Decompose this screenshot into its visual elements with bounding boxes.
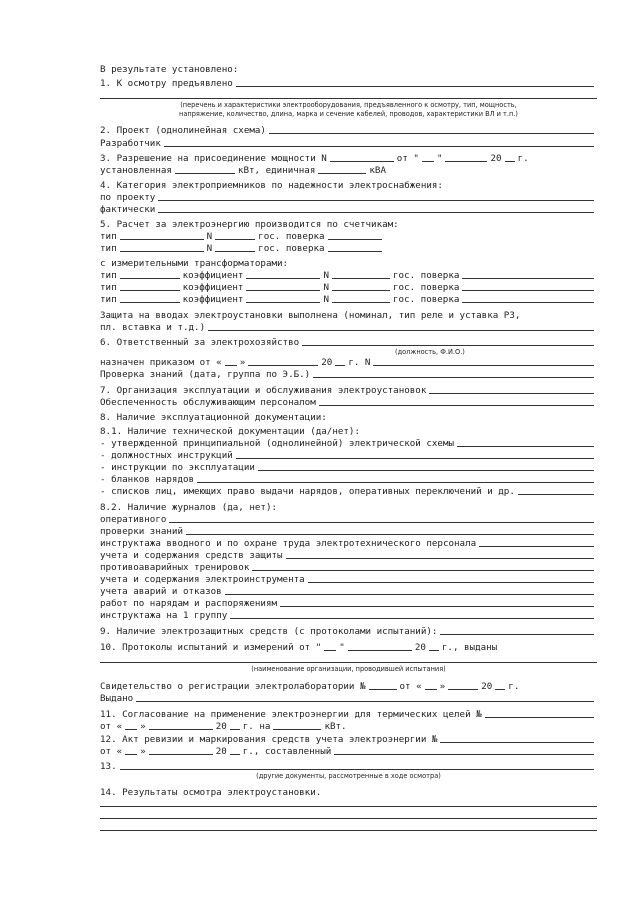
- section-14-line: [100, 786, 597, 798]
- responsible-field[interactable]: [302, 345, 594, 346]
- thermal-year-prefix: 20: [215, 721, 227, 732]
- tech-item-3: [100, 461, 597, 473]
- developer-line: [100, 137, 597, 149]
- section-3-label: 3. Разрешение на присоединение мощности N: [100, 153, 327, 164]
- tech-item-4: [100, 473, 597, 485]
- protection-label: Защита на вводах электроустановки выполнена (номинал, тип реле и уставка РЗ,: [100, 310, 521, 321]
- journal-item-6-field[interactable]: [308, 582, 594, 583]
- tech-item-5: [100, 485, 597, 497]
- tech-item-2-label: - должностных инструкций: [100, 450, 233, 461]
- thermal-year-field[interactable]: [230, 729, 240, 730]
- thermal-date-line: [100, 720, 597, 732]
- category-plan-line: [100, 191, 597, 203]
- certificate-year-field[interactable]: [495, 689, 505, 690]
- results-field-2[interactable]: [100, 818, 597, 819]
- tech-docs-line: [100, 425, 597, 437]
- order-month-field[interactable]: [248, 365, 318, 366]
- thermal-day-field[interactable]: [125, 729, 137, 730]
- trans-2-check-label: гос. поверка: [393, 282, 460, 293]
- certificate-from-label: от «: [399, 681, 422, 692]
- journal-item-4-label: учета и содержания средств защиты: [100, 550, 283, 561]
- section-10-note: (наименование организации, проводившей испытания): [251, 665, 446, 673]
- meter-1-type-field[interactable]: [120, 239, 204, 240]
- trans-2-number-field[interactable]: [332, 290, 390, 291]
- trans-2-coef-label: коэффициент: [182, 282, 244, 293]
- tech-item-4-label: - бланков нарядов: [100, 474, 195, 485]
- journal-item-9: [100, 609, 597, 621]
- section-11-label: 11. Согласование на применение электроэнергии для термических целей №: [100, 709, 482, 720]
- journal-item-2-label: проверки знаний: [100, 526, 183, 537]
- given-line: [100, 692, 597, 704]
- section-6-label: 6. Ответственный за электрохозяйство: [100, 337, 300, 348]
- trans-2-check-field[interactable]: [462, 290, 594, 291]
- other-docs-field[interactable]: [120, 769, 594, 770]
- trans-3-type-label: тип: [100, 294, 117, 305]
- section-4-label: 4. Категория электроприемников по надежности электроснабжения:: [100, 180, 443, 191]
- tech-item-1-field[interactable]: [457, 446, 594, 447]
- installed-label: установленная: [100, 165, 172, 176]
- tech-item-1-label: - утвержденной принципиальной (однолинейной) электрической схемы: [100, 438, 455, 449]
- thermal-number-field[interactable]: [485, 717, 594, 718]
- section-4-line: [100, 179, 597, 191]
- thermal-on-label: г. на: [242, 721, 271, 732]
- meter-1-n-label: N: [206, 231, 213, 242]
- knowledge-field[interactable]: [313, 377, 594, 378]
- journals-line: [100, 501, 597, 513]
- protocol-year-prefix: 20: [414, 642, 426, 653]
- section-7-label: 7. Организация эксплуатации и обслуживания электроустановок: [100, 385, 427, 396]
- order-label: назначен приказом от «: [100, 357, 222, 368]
- trans-row-3: [100, 293, 597, 305]
- thermal-from-label: от «: [100, 721, 123, 732]
- section-12-line: [100, 733, 597, 745]
- protocol-issued-label: г., выданы: [441, 642, 498, 653]
- section-9-line: [100, 625, 597, 637]
- tech-item-3-label: - инструкции по эксплуатации: [100, 462, 255, 473]
- order-number-label: г. N: [348, 357, 371, 368]
- journal-item-9-label: инструктажа на 1 группу: [100, 610, 228, 621]
- trans-3-check-label: гос. поверка: [393, 294, 460, 305]
- category-fact-line: [100, 203, 597, 215]
- tech-item-1: [100, 437, 597, 449]
- given-field[interactable]: [136, 701, 594, 702]
- meter-1-number-field[interactable]: [215, 239, 255, 240]
- knowledge-label: Проверка знаний (дата, группа по Э.Б.): [100, 369, 311, 380]
- journal-item-1-field[interactable]: [169, 522, 594, 523]
- section-6-line: [100, 336, 597, 348]
- staff-label: Обеспеченность обслуживающим персоналом: [100, 397, 316, 408]
- trans-3-n-label: N: [323, 294, 330, 305]
- permission-number-field[interactable]: [330, 161, 394, 162]
- section-1-note-2: напряжение, количество, длина, марка и сечение кабелей, проводов, характеристики ВЛ и т.п.): [179, 110, 518, 118]
- transformers-line: [100, 257, 597, 269]
- presented-field-2[interactable]: [100, 98, 597, 99]
- thermal-month-field[interactable]: [149, 729, 213, 730]
- protocol-month-field[interactable]: [348, 650, 412, 651]
- section-8-line: [100, 411, 597, 423]
- trans-1-check-label: гос. поверка: [393, 270, 460, 281]
- knowledge-line: [100, 368, 597, 380]
- protocol-day-field[interactable]: [324, 650, 336, 651]
- trans-row-2: [100, 281, 597, 293]
- category-fact-label: фактически: [100, 204, 156, 215]
- protection-label-2: пл. вставка и т.д.): [100, 322, 206, 333]
- certificate-label: Свидетельство о регистрации электролаборатории №: [100, 681, 366, 692]
- tech-item-3-field[interactable]: [258, 470, 594, 471]
- journal-item-5-field[interactable]: [252, 570, 594, 571]
- organization-field[interactable]: [429, 393, 594, 394]
- results-field-3[interactable]: [100, 830, 597, 831]
- meter-2-check-label: гос. поверка: [258, 243, 325, 254]
- meter-2-n-label: N: [206, 243, 213, 254]
- section-5-label: 5. Расчет за электроэнергию производится по счетчикам:: [100, 219, 399, 230]
- trans-1-type-label: тип: [100, 270, 117, 281]
- section-10-label: 10. Протоколы испытаний и измерений от ": [100, 642, 322, 653]
- trans-2-n-label: N: [323, 282, 330, 293]
- section-5-line: [100, 218, 597, 230]
- journal-item-3: [100, 537, 597, 549]
- certificate-number-field[interactable]: [369, 689, 397, 690]
- presented-field[interactable]: [236, 86, 594, 87]
- meter-2-check-field[interactable]: [328, 251, 382, 252]
- section-2-label: 2. Проект (однолинейная схема): [100, 125, 266, 136]
- audit-made-field[interactable]: [334, 754, 594, 755]
- audit-month-field[interactable]: [149, 754, 213, 755]
- protection-line-2: [100, 321, 597, 333]
- audit-from-label: от «: [100, 746, 123, 757]
- journal-item-7-label: учета аварий и отказов: [100, 586, 222, 597]
- audit-date-line: [100, 745, 597, 757]
- developer-label: Разработчик: [100, 138, 161, 149]
- journal-item-2-field[interactable]: [186, 534, 594, 535]
- protection-field[interactable]: [208, 330, 594, 331]
- protection-line: [100, 309, 597, 321]
- certificate-line: [100, 680, 597, 692]
- certificate-year-prefix: 20: [481, 681, 493, 692]
- order-year-prefix: 20: [321, 357, 333, 368]
- order-quote: »: [239, 357, 246, 368]
- protocol-year-field[interactable]: [429, 650, 439, 651]
- audit-year-prefix: 20: [215, 746, 227, 757]
- certificate-month-field[interactable]: [448, 689, 478, 690]
- kva-unit-label: кВА: [369, 165, 386, 176]
- journal-item-9-field[interactable]: [230, 618, 594, 619]
- intro-line: [100, 63, 597, 75]
- tech-docs-label: 8.1. Наличие технической документации (да/нет):: [100, 426, 360, 437]
- journal-item-7-field[interactable]: [225, 594, 594, 595]
- journal-item-6: [100, 573, 597, 585]
- protective-means-field[interactable]: [440, 634, 594, 635]
- journal-item-3-label: инструктажа вводного и по охране труда электротехнического персонала: [100, 538, 477, 549]
- order-number-field[interactable]: [373, 365, 594, 366]
- journals-label: 8.2. Наличие журналов (да, нет):: [100, 502, 278, 513]
- intro-text: В результате установлено:: [100, 64, 239, 75]
- order-line: [100, 356, 597, 368]
- permission-year-suffix: г.: [517, 153, 529, 164]
- thermal-power-field[interactable]: [273, 729, 321, 730]
- journal-item-2: [100, 525, 597, 537]
- trans-1-n-label: N: [323, 270, 330, 281]
- staff-field[interactable]: [319, 405, 594, 406]
- category-fact-field[interactable]: [158, 212, 594, 213]
- journal-item-5-label: противоаварийных тренировок: [100, 562, 250, 573]
- section-10-line: [100, 641, 597, 653]
- permission-quote: ": [436, 153, 443, 164]
- journal-item-8: [100, 597, 597, 609]
- journal-item-8-label: работ по нарядам и распоряжениям: [100, 598, 278, 609]
- trans-3-coef-field[interactable]: [246, 302, 320, 303]
- meter-row-1: [100, 230, 597, 242]
- section-7-line: [100, 384, 597, 396]
- meter-row-2: [100, 242, 597, 254]
- trans-2-coef-field[interactable]: [246, 290, 320, 291]
- journal-item-4: [100, 549, 597, 561]
- trans-3-type-field[interactable]: [120, 302, 180, 303]
- section-1-line: [100, 77, 597, 89]
- permission-year-prefix: 20: [490, 153, 502, 164]
- section-6-note: (должность, Ф.И.О.): [395, 348, 465, 356]
- tech-item-5-label: - списков лиц, имеющих право выдачи нарядов, оперативных переключений и др.: [100, 486, 515, 497]
- section-8-label: 8. Наличие эксплуатационной документации:: [100, 412, 327, 423]
- trans-3-number-field[interactable]: [332, 302, 390, 303]
- certificate-quote: »: [439, 681, 446, 692]
- tech-item-2-field[interactable]: [236, 458, 594, 459]
- section-1-note: (перечень и характеристики электрооборудования, предъявленного к осмотру, тип, мощность,: [180, 101, 517, 109]
- journal-item-7: [100, 585, 597, 597]
- journal-item-1-label: оперативного: [100, 514, 167, 525]
- protocol-org-field[interactable]: [100, 662, 597, 663]
- audit-quote: »: [140, 746, 146, 757]
- section-11-line: [100, 708, 597, 720]
- installed-power-field[interactable]: [175, 173, 235, 174]
- audit-number-field[interactable]: [440, 742, 594, 743]
- trans-1-number-field[interactable]: [332, 278, 390, 279]
- audit-day-field[interactable]: [125, 754, 137, 755]
- section-13-note: (другие документы, рассмотренные в ходе осмотра): [256, 772, 441, 780]
- project-field[interactable]: [269, 133, 594, 134]
- staff-line: [100, 396, 597, 408]
- trans-3-coef-label: коэффициент: [182, 294, 244, 305]
- audit-year-field[interactable]: [230, 754, 240, 755]
- trans-1-check-field[interactable]: [462, 278, 594, 279]
- journal-item-8-field[interactable]: [280, 606, 594, 607]
- section-3-line: [100, 152, 597, 164]
- order-year-field[interactable]: [335, 365, 345, 366]
- journal-item-6-label: учета и содержания электроинструмента: [100, 574, 305, 585]
- tech-item-5-field[interactable]: [518, 494, 594, 495]
- meter-2-type-label: тип: [100, 243, 117, 254]
- section-13-label: 13.: [100, 761, 117, 772]
- certificate-day-field[interactable]: [425, 689, 437, 690]
- permission-month-field[interactable]: [445, 161, 487, 162]
- order-day-field[interactable]: [225, 365, 237, 366]
- trans-1-coef-label: коэффициент: [182, 270, 244, 281]
- trans-2-type-label: тип: [100, 282, 117, 293]
- audit-made-label: г., составленный: [242, 746, 332, 757]
- tech-item-2: [100, 449, 597, 461]
- section-1-label: 1. К осмотру предъявлено: [100, 78, 233, 89]
- trans-1-type-field[interactable]: [120, 278, 180, 279]
- trans-1-coef-field[interactable]: [246, 278, 320, 279]
- journal-item-4-field[interactable]: [286, 558, 594, 559]
- thermal-kw-label: кВт.: [324, 721, 347, 732]
- protocol-quote: ": [339, 642, 345, 653]
- meter-1-check-label: гос. поверка: [258, 231, 325, 242]
- installed-power-line: [100, 164, 597, 176]
- section-12-label: 12. Акт ревизии и маркирования средств учета электроэнергии №: [100, 734, 438, 745]
- category-plan-field[interactable]: [158, 200, 594, 201]
- meter-2-number-field[interactable]: [215, 251, 255, 252]
- category-plan-label: по проекту: [100, 192, 156, 203]
- results-field-1[interactable]: [100, 806, 597, 807]
- section-2-line: [100, 124, 597, 136]
- trans-row-1: [100, 269, 597, 281]
- tech-item-4-field[interactable]: [197, 482, 594, 483]
- journal-item-1: [100, 513, 597, 525]
- transformers-label: с измерительными трансформаторами:: [100, 258, 289, 269]
- section-9-label: 9. Наличие электрозащитных средств (с протоколами испытаний):: [100, 626, 438, 637]
- journal-item-3-field[interactable]: [479, 546, 594, 547]
- certificate-year-suffix: г.: [508, 681, 520, 692]
- trans-3-check-field[interactable]: [462, 302, 594, 303]
- permission-from-label: от ": [396, 153, 419, 164]
- thermal-quote: »: [140, 721, 146, 732]
- permission-day-field[interactable]: [422, 161, 434, 162]
- meter-1-check-field[interactable]: [328, 239, 382, 240]
- section-14-label: 14. Результаты осмотра электроустановки.: [100, 787, 322, 798]
- developer-field[interactable]: [164, 146, 594, 147]
- trans-2-type-field[interactable]: [120, 290, 180, 291]
- meter-1-type-label: тип: [100, 231, 117, 242]
- journal-item-5: [100, 561, 597, 573]
- permission-year-field[interactable]: [505, 161, 515, 162]
- meter-2-type-field[interactable]: [120, 251, 204, 252]
- kw-unit-label: кВт, единичная: [237, 165, 316, 176]
- given-label: Выдано: [100, 693, 134, 704]
- section-13-line: [100, 760, 597, 772]
- unit-power-field[interactable]: [318, 173, 366, 174]
